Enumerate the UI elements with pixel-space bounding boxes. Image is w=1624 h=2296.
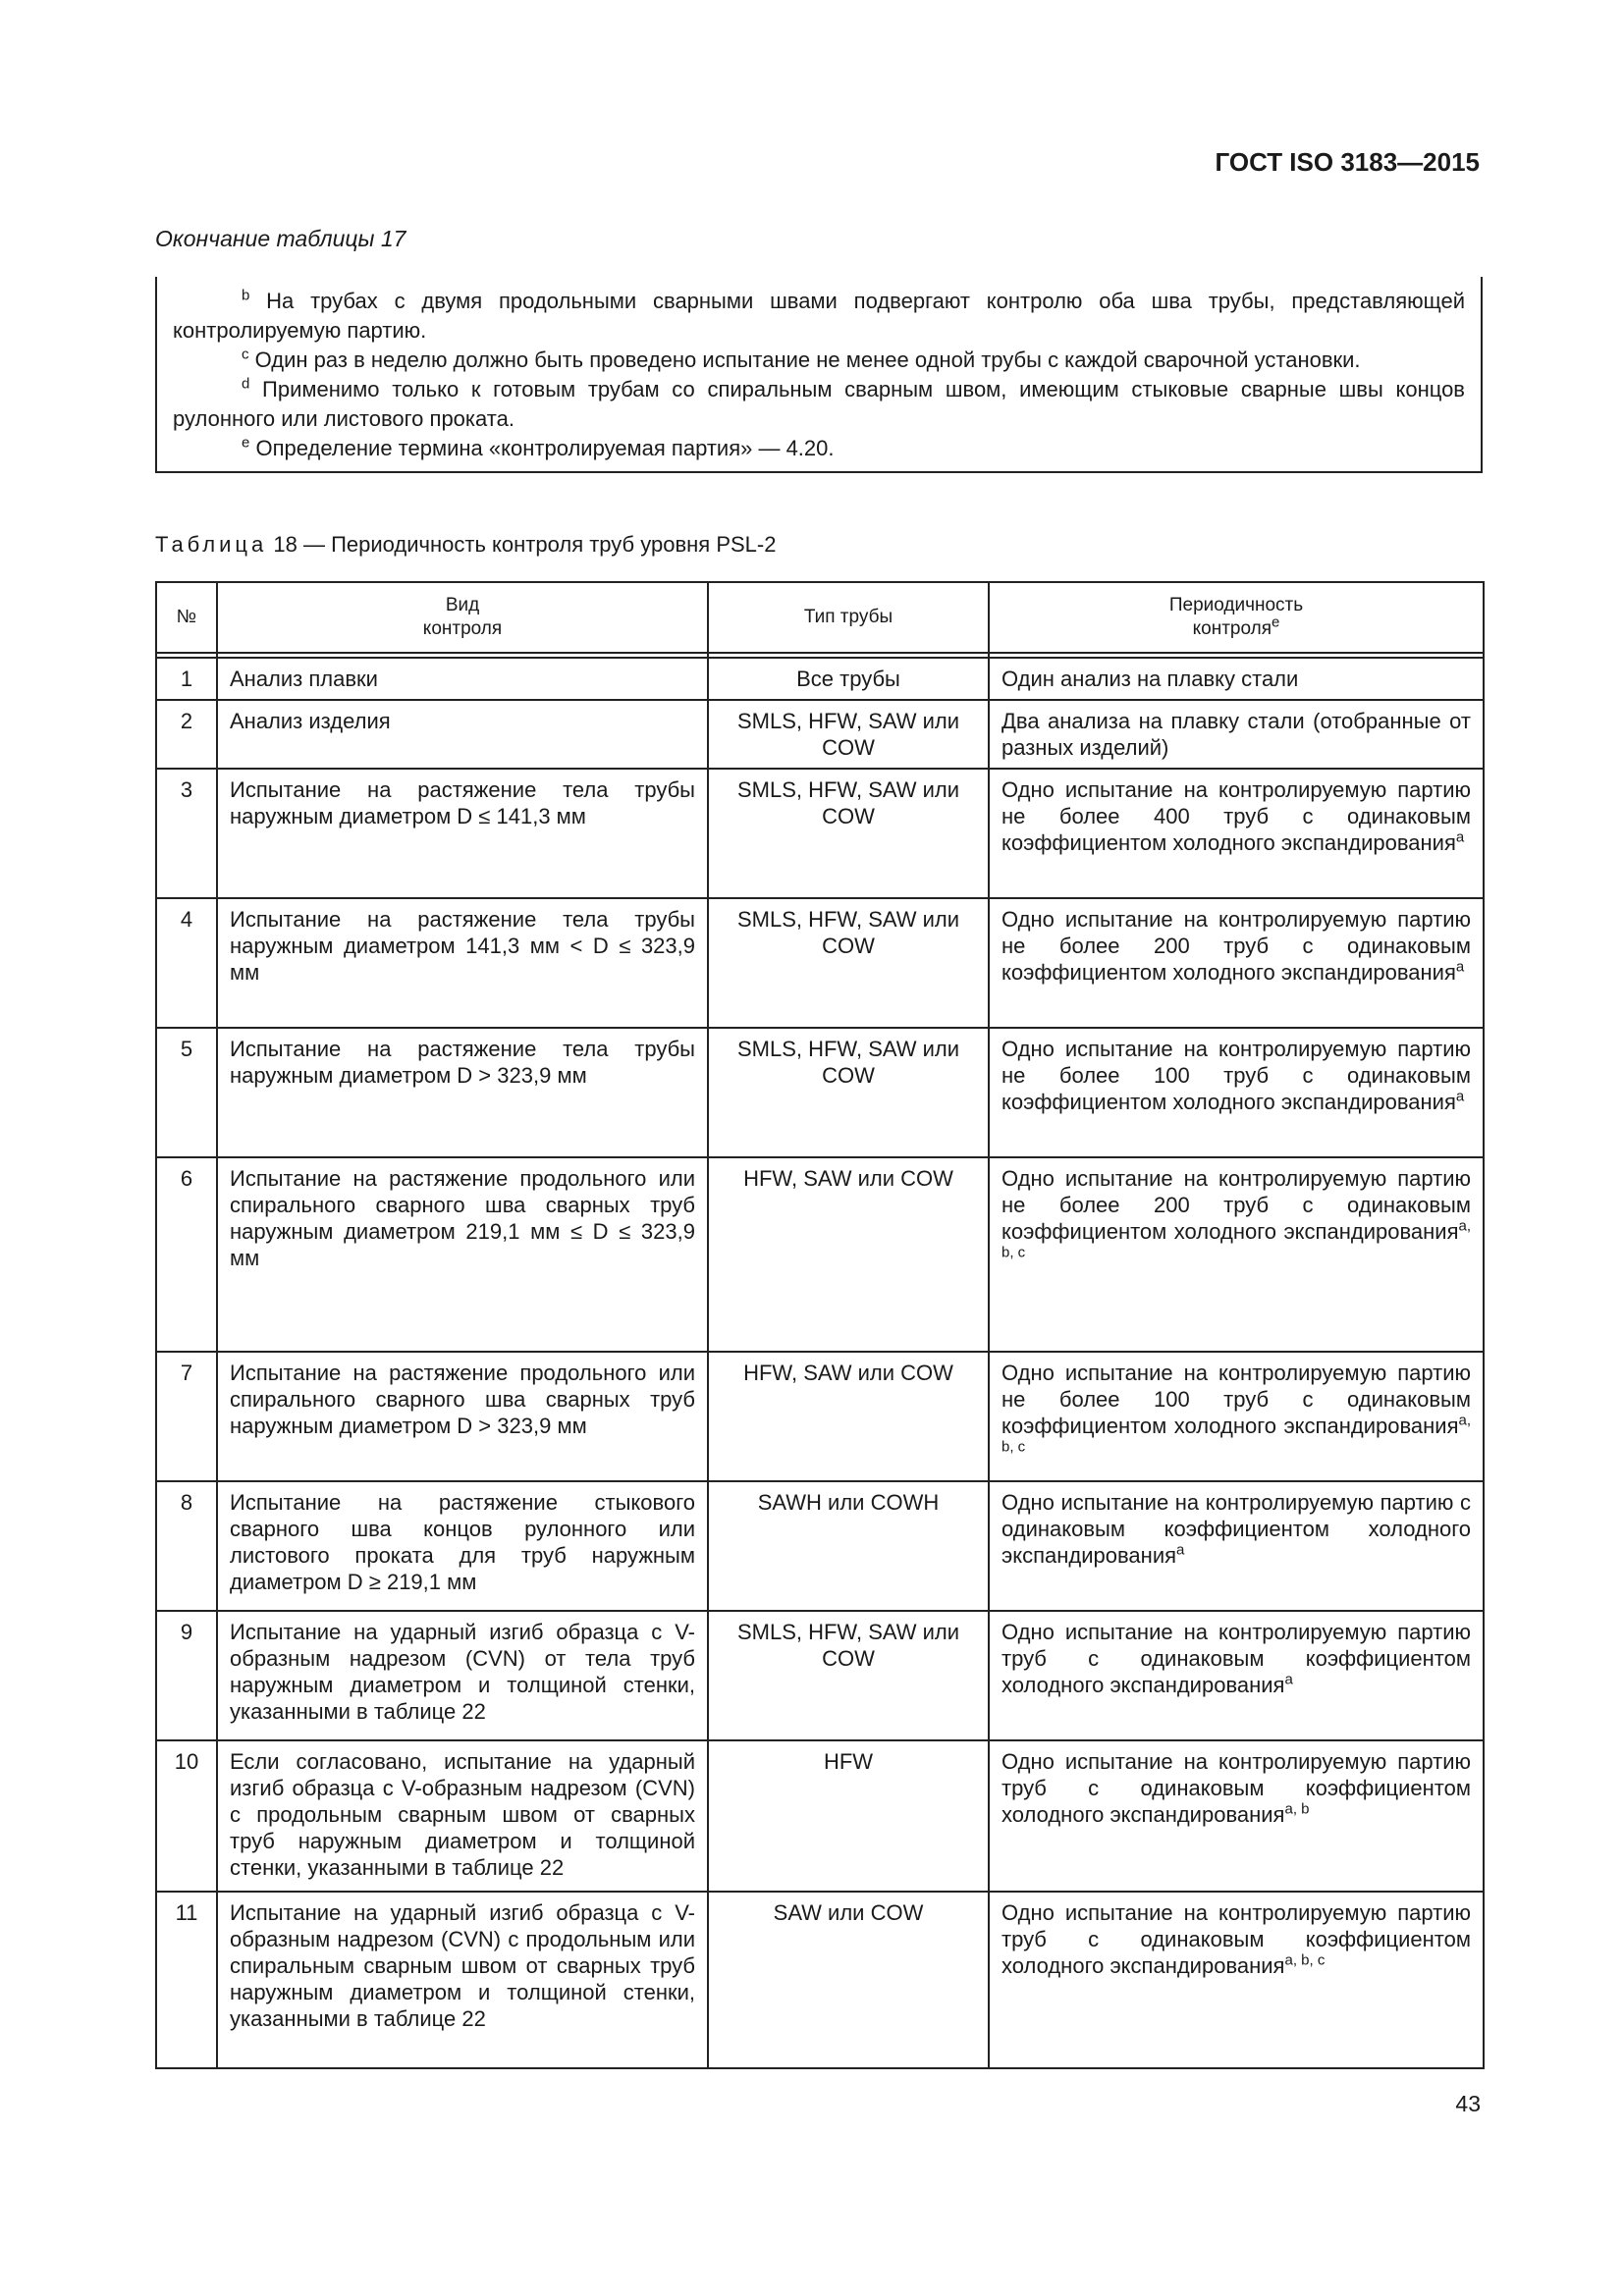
cell-pipe-type: Все трубы bbox=[708, 658, 989, 700]
cell-kind: Испытание на ударный изгиб образца с V-образным надрезом (CVN) с продольным или спиральным сварным швом от сварных труб наружным диаметром и толщиной стенки, указанными в таблице 22 bbox=[217, 1892, 708, 2068]
column-header-kind bbox=[217, 582, 708, 653]
footnote-mark: e bbox=[242, 434, 250, 452]
cell-period-footnote-mark: a bbox=[1455, 958, 1465, 976]
page-number: 43 bbox=[1455, 2091, 1481, 2116]
cell-period-text: Одно испытание на контролируемую партию не более 400 труб с одинаковым коэффициентом холодного экспандирования bbox=[1001, 777, 1471, 855]
table-row bbox=[156, 1028, 1484, 1157]
cell-pipe-type: SMLS, HFW, SAW или COW bbox=[708, 769, 989, 898]
cell-kind: Если согласовано, испытание на ударный изгиб образца с V-образным надрезом (CVN) с продольным сварным швом от сварных труб наружным диаметром и толщиной стенки, указанными в таблице 22 bbox=[217, 1740, 708, 1892]
footnote-mark: d bbox=[242, 375, 250, 393]
table-row bbox=[156, 1481, 1484, 1611]
cell-period bbox=[989, 658, 1484, 700]
table-continuation-label: Окончание таблицы 17 bbox=[155, 226, 406, 251]
cell-period-footnote-mark: a, b, c bbox=[1284, 1951, 1326, 1969]
column-header-period-sup: e bbox=[1272, 614, 1280, 631]
column-header-pipe: Тип трубы bbox=[708, 582, 989, 653]
table-row bbox=[156, 769, 1484, 898]
footnote bbox=[173, 434, 1465, 463]
cell-period bbox=[989, 1028, 1484, 1157]
footnote bbox=[173, 287, 1465, 346]
cell-kind: Анализ изделия bbox=[217, 700, 708, 769]
cell-num: 7 bbox=[156, 1352, 217, 1481]
table-caption-text: 18 — Периодичность контроля труб уровня PSL-2 bbox=[273, 532, 777, 557]
cell-period bbox=[989, 1892, 1484, 2068]
cell-kind: Испытание на растяжение продольного или спирального сварного шва сварных труб наружным диаметром D > 323,9 мм bbox=[217, 1352, 708, 1481]
cell-kind: Анализ плавки bbox=[217, 658, 708, 700]
cell-pipe-type: SMLS, HFW, SAW или COW bbox=[708, 898, 989, 1028]
table-row bbox=[156, 1352, 1484, 1481]
cell-pipe-type: HFW bbox=[708, 1740, 989, 1892]
cell-kind: Испытание на растяжение стыкового сварного шва концов рулонного или листового проката для труб наружным диаметром D ≥ 219,1 мм bbox=[217, 1481, 708, 1611]
cell-kind: Испытание на растяжение тела трубы наружным диаметром 141,3 мм < D ≤ 323,9 мм bbox=[217, 898, 708, 1028]
cell-period-text: Одно испытание на контролируемую партию не более 200 труб с одинаковым коэффициентом холодного экспандирования bbox=[1001, 1166, 1471, 1244]
inspection-table bbox=[155, 581, 1485, 2069]
cell-pipe-type: SMLS, HFW, SAW или COW bbox=[708, 700, 989, 769]
table-row bbox=[156, 898, 1484, 1028]
cell-period-text: Два анализа на плавку стали (отобранные от разных изделий) bbox=[1001, 709, 1471, 760]
footnote bbox=[173, 346, 1465, 375]
column-header-kind-line1: Вид bbox=[445, 595, 480, 615]
cell-period-footnote-mark: a bbox=[1284, 1671, 1293, 1688]
cell-num: 11 bbox=[156, 1892, 217, 2068]
cell-num: 4 bbox=[156, 898, 217, 1028]
table-caption-label: Таблица bbox=[155, 532, 268, 557]
table-header-row bbox=[156, 582, 1484, 653]
cell-pipe-type: HFW, SAW или COW bbox=[708, 1352, 989, 1481]
column-header-kind-line2: контроля bbox=[422, 618, 503, 639]
cell-num: 3 bbox=[156, 769, 217, 898]
cell-period-footnote-mark: a, b, c bbox=[1001, 1217, 1471, 1261]
column-header-period-line2: контроля bbox=[1192, 618, 1272, 639]
table-row bbox=[156, 1157, 1484, 1352]
table-row bbox=[156, 700, 1484, 769]
cell-num: 10 bbox=[156, 1740, 217, 1892]
cell-num: 5 bbox=[156, 1028, 217, 1157]
footnote bbox=[173, 375, 1465, 434]
cell-pipe-type: SMLS, HFW, SAW или COW bbox=[708, 1028, 989, 1157]
cell-num: 1 bbox=[156, 658, 217, 700]
cell-kind: Испытание на ударный изгиб образца с V-образным надрезом (CVN) от тела труб наружным диаметром и толщиной стенки, указанными в таблице 22 bbox=[217, 1611, 708, 1740]
cell-period bbox=[989, 1352, 1484, 1481]
cell-period bbox=[989, 700, 1484, 769]
cell-period bbox=[989, 1611, 1484, 1740]
cell-period-text: Одно испытание на контролируемую партию труб с одинаковым коэффициентом холодного экспандирования bbox=[1001, 1620, 1471, 1697]
cell-pipe-type: SAW или COW bbox=[708, 1892, 989, 2068]
footnote-text: Применимо только к готовым трубам со спиральным сварным швом, имеющим стыковые сварные швы концов рулонного или листового проката. bbox=[173, 377, 1465, 431]
cell-period-text: Одно испытание на контролируемую партию не более 100 труб с одинаковым коэффициентом холодного экспандирования bbox=[1001, 1037, 1471, 1114]
cell-period-footnote-mark: a, b bbox=[1284, 1800, 1310, 1818]
table-row bbox=[156, 658, 1484, 700]
cell-period bbox=[989, 769, 1484, 898]
cell-num: 6 bbox=[156, 1157, 217, 1352]
column-header-period bbox=[989, 582, 1484, 653]
footnote-text: Один раз в неделю должно быть проведено испытание не менее одной трубы с каждой сварочной установки. bbox=[254, 347, 1361, 372]
cell-period-text: Одно испытание на контролируемую партию с одинаковым коэффициентом холодного экспандирования bbox=[1001, 1490, 1471, 1568]
cell-num: 2 bbox=[156, 700, 217, 769]
cell-period bbox=[989, 1740, 1484, 1892]
table-body bbox=[156, 658, 1484, 2068]
cell-period-text: Одно испытание на контролируемую партию не более 200 труб с одинаковым коэффициентом холодного экспандирования bbox=[1001, 907, 1471, 985]
column-header-num: № bbox=[156, 582, 217, 653]
cell-period-text: Одно испытание на контролируемую партию не более 100 труб с одинаковым коэффициентом холодного экспандирования bbox=[1001, 1361, 1471, 1438]
column-header-period-line1: Периодичность bbox=[1168, 595, 1304, 615]
table-row bbox=[156, 1611, 1484, 1740]
cell-kind: Испытание на растяжение тела трубы наружным диаметром D ≤ 141,3 мм bbox=[217, 769, 708, 898]
table-caption bbox=[155, 532, 776, 558]
cell-period bbox=[989, 898, 1484, 1028]
cell-period-text: Одно испытание на контролируемую партию труб с одинаковым коэффициентом холодного экспандирования bbox=[1001, 1900, 1471, 1978]
table-row bbox=[156, 1892, 1484, 2068]
cell-pipe-type: SMLS, HFW, SAW или COW bbox=[708, 1611, 989, 1740]
cell-kind: Испытание на растяжение продольного или спирального сварного шва сварных труб наружным диаметром 219,1 мм ≤ D ≤ 323,9 мм bbox=[217, 1157, 708, 1352]
cell-period-text: Одно испытание на контролируемую партию труб с одинаковым коэффициентом холодного экспандирования bbox=[1001, 1749, 1471, 1827]
footnotes-box bbox=[155, 277, 1483, 473]
cell-pipe-type: SAWH или COWH bbox=[708, 1481, 989, 1611]
cell-period bbox=[989, 1481, 1484, 1611]
cell-period-footnote-mark: a bbox=[1176, 1541, 1185, 1559]
cell-num: 9 bbox=[156, 1611, 217, 1740]
cell-period-text: Один анализ на плавку стали bbox=[1001, 667, 1299, 691]
cell-period-footnote-mark: a, b, c bbox=[1001, 1412, 1471, 1456]
table-row bbox=[156, 1740, 1484, 1892]
footnote-mark: c bbox=[242, 346, 249, 363]
document-header: ГОСТ ISO 3183—2015 bbox=[1215, 147, 1480, 177]
footnote-mark: b bbox=[242, 287, 250, 304]
cell-period bbox=[989, 1157, 1484, 1352]
cell-period-footnote-mark: a bbox=[1455, 828, 1465, 846]
cell-pipe-type: HFW, SAW или COW bbox=[708, 1157, 989, 1352]
footnote-text: На трубах с двумя продольными сварными швами подвергают контролю оба шва трубы, представляющей контролируемую партию. bbox=[173, 289, 1465, 343]
cell-num: 8 bbox=[156, 1481, 217, 1611]
cell-period-footnote-mark: a bbox=[1455, 1088, 1465, 1105]
cell-kind: Испытание на растяжение тела трубы наружным диаметром D > 323,9 мм bbox=[217, 1028, 708, 1157]
footnote-text: Определение термина «контролируемая партия» — 4.20. bbox=[255, 436, 835, 460]
